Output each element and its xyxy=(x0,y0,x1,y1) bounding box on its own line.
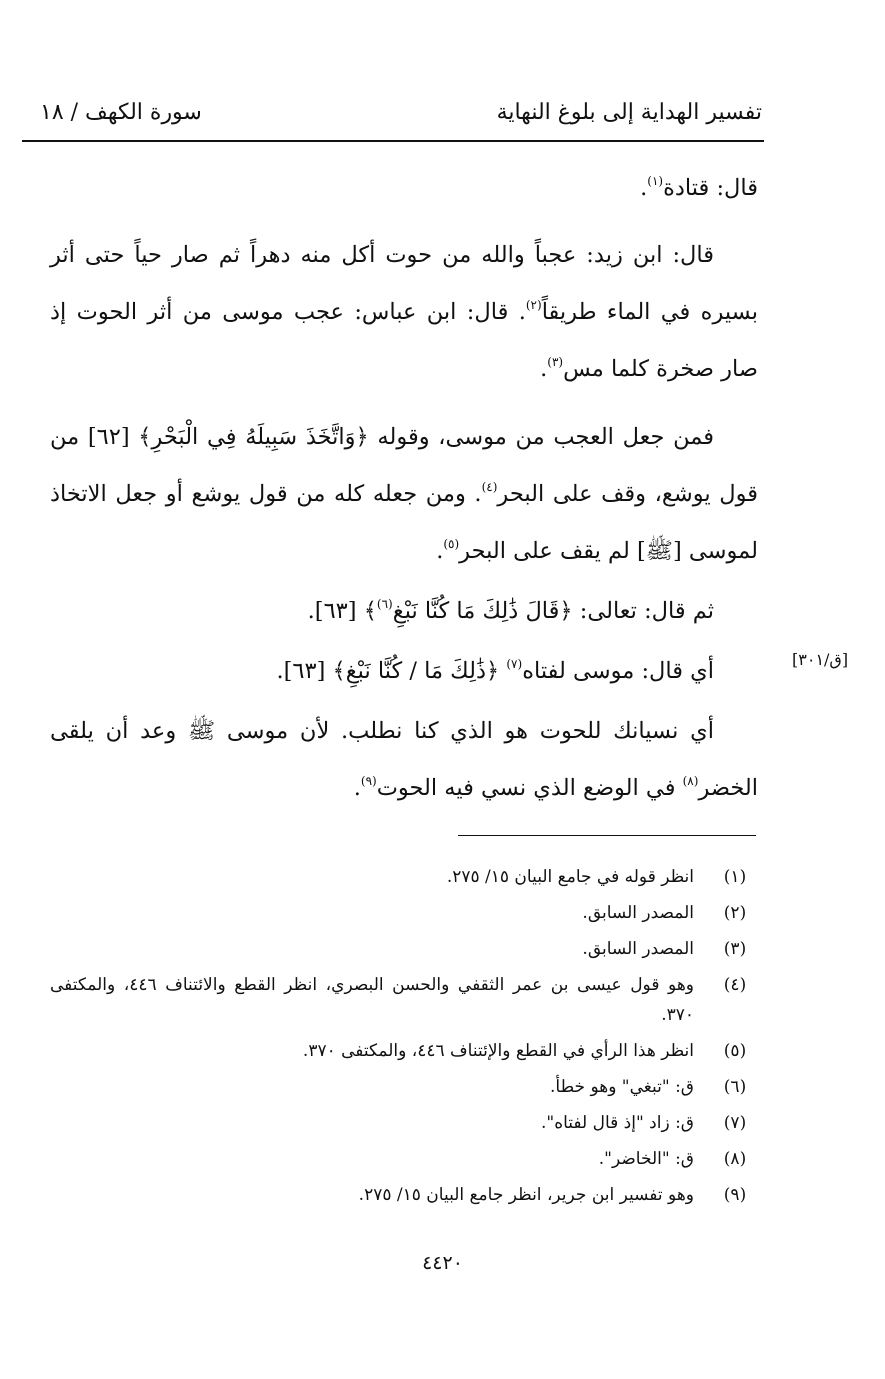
footnote xyxy=(50,1072,758,1102)
footnote-number: (٢) xyxy=(723,903,747,923)
footnote-ref: (٥) xyxy=(443,537,460,551)
paragraph: قال: قتادة$^{(١)}$. xyxy=(640,174,758,201)
paragraph: قال: ابن زيد: عجباً والله من حوت أكل منه دهراً ثم صار حياً حتى أثر بسيره في الماء طريقاً$^{(٢)}$. قال: ابن عباس: عجب موسى من أثر الحوت إذ صار صخرة كلما مس$^{(٣)}$. xyxy=(50,242,758,382)
footnote-number: (١) xyxy=(723,867,747,887)
footnote-ref: (٤) xyxy=(481,480,498,494)
footnote-text: انظر هذا الرأي في القطع والإئتناف ٤٤٦، والمكتفى ٣٧٠. xyxy=(302,1041,694,1061)
paragraph: أي نسيانك للحوت هو الذي كنا نطلب. لأن موسى ﷺ وعد أن يلقى الخضر$^{(٨)}$ في الوضع الذي نسي فيه الحوت$^{(٩)}$. xyxy=(50,718,758,801)
footnote-text: وهو تفسير ابن جرير، انظر جامع البيان ١٥/ ٢٧٥. xyxy=(358,1185,694,1205)
page-number: ٤٤٢٠ xyxy=(422,1252,463,1274)
footnote xyxy=(50,1144,758,1174)
footnote-text: المصدر السابق. xyxy=(582,903,694,923)
header-rule xyxy=(22,140,764,142)
footnotes xyxy=(50,862,758,1216)
footnote-text: المصدر السابق. xyxy=(582,939,694,959)
footnote-ref: (٦) xyxy=(376,597,393,611)
footnote-text: ق: "الخاضر". xyxy=(598,1149,694,1169)
main-text xyxy=(50,160,758,817)
footnote-number: (٣) xyxy=(723,939,747,959)
book-title: تفسير الهداية إلى بلوغ النهاية xyxy=(496,100,762,125)
footnote-number: (٩) xyxy=(723,1185,747,1205)
footnote-ref: (٣) xyxy=(547,355,564,369)
footnote-text: وهو قول عيسى بن عمر الثقفي والحسن البصري، انظر القطع والائتناف ٤٤٦، والمكتفى ٣٧٠. xyxy=(50,975,694,1025)
footnote xyxy=(50,862,758,892)
footnote-number: (٤) xyxy=(723,975,747,995)
footnote xyxy=(50,898,758,928)
footnote-ref: (٨) xyxy=(682,774,699,788)
footnote-number: (٥) xyxy=(723,1041,747,1061)
footnote xyxy=(50,1108,758,1138)
footnote-text: ق: "تبغي" وهو خطأ. xyxy=(550,1077,694,1097)
footnote-separator xyxy=(458,835,756,836)
manuscript-margin-note: [ق/٣٠١] xyxy=(792,650,849,669)
footnote-text: انظر قوله في جامع البيان ١٥/ ٢٧٥. xyxy=(446,867,694,887)
paragraph: أي قال: موسى لفتاه$^{(٧)}$ ﴿ذَٰلِكَ مَا / كُنَّا نَبْغِ﴾ [٦٣]. xyxy=(276,657,714,684)
footnote-number: (٧) xyxy=(723,1113,747,1133)
footnote xyxy=(50,934,758,964)
footnote-ref: (٩) xyxy=(360,774,377,788)
footnote-text: ق: زاد "إذ قال لفتاه". xyxy=(540,1113,694,1133)
footnote xyxy=(50,1036,758,1066)
paragraph: ثم قال: تعالى: ﴿قَالَ ذَٰلِكَ مَا كُنَّا نَبْغِ$^{(٦)}$﴾ [٦٣]. xyxy=(307,597,714,624)
footnote-ref: (٢) xyxy=(525,298,542,312)
surah-label: سورة الكهف / ١٨ xyxy=(40,100,202,125)
footnote xyxy=(50,970,758,1030)
footnote-number: (٨) xyxy=(723,1149,747,1169)
footnote-ref: (١) xyxy=(647,174,664,188)
footnote-ref: (٧) xyxy=(506,657,523,671)
footnote-number: (٦) xyxy=(723,1077,747,1097)
footnote xyxy=(50,1180,758,1210)
running-header xyxy=(40,92,762,138)
paragraph: فمن جعل العجب من موسى، وقوله ﴿وَاتَّخَذَ سَبِيلَهُ فِي الْبَحْرِ﴾ [٦٢] من قول يوشع، وقف على البحر$^{(٤)}$. ومن جعله كله من قول يوشع أو جعل الاتخاذ لموسى [ﷺ] لم يقف على البحر$^{(٥)}$. xyxy=(50,424,758,564)
